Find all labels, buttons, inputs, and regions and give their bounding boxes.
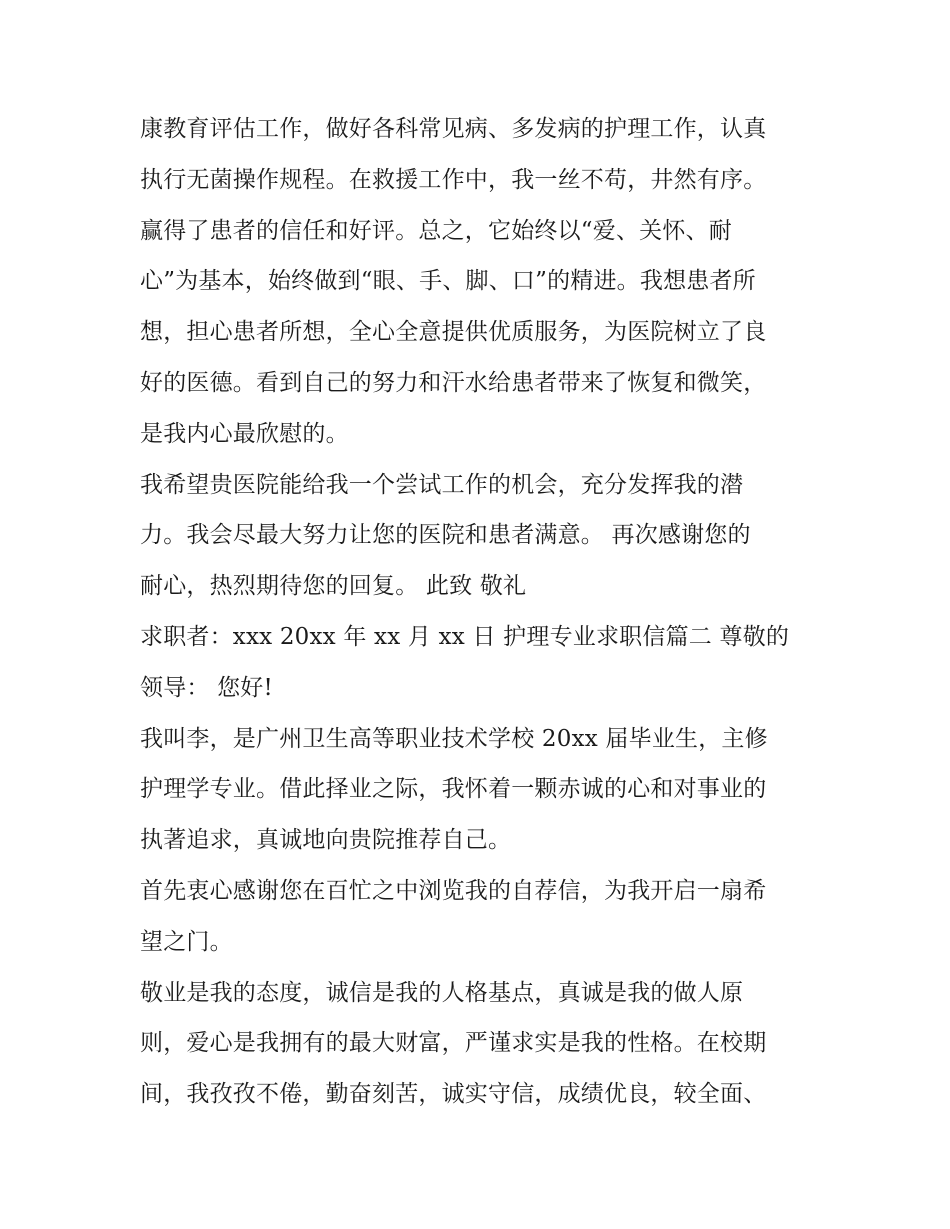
text-line: 敬业是我的态度，诚信是我的人格基点，真诚是我的做人原 [140,979,744,1006]
text-line: 护理学专业。借此择业之际，我怀着一颗赤诚的心和对事业的 [140,776,767,803]
text-line: 执著追求，真诚地向贵院推荐自己。 [140,827,512,854]
text-line: 心”为基本，始终做到“眼、手、脚、口”的精进。我想患者所 [140,268,756,295]
text-line: 我希望贵医院能给我一个尝试工作的机会，充分发挥我的潜 [140,471,744,498]
text-line: 好的医德。看到自己的努力和汗水给患者带来了恢复和微笑， [140,369,767,396]
text-line: 我叫李，是广州卫生高等职业技术学校 20xx 届毕业生，主修 [140,725,768,752]
text-line: 则，爱心是我拥有的最大财富，严谨求实是我的性格。在校期 [140,1030,767,1057]
text-line: 望之门。 [140,928,233,955]
text-line: 康教育评估工作，做好各科常见病、多发病的护理工作，认真 [140,116,767,142]
text-line: 力。我会尽最大努力让您的医院和患者满意。 再次感谢您的 [140,522,751,549]
body-text [140,104,830,1120]
text-line: 赢得了患者的信任和好评。总之，它始终以“爱、关怀、耐 [140,217,732,244]
text-line: 执行无菌操作规程。在救援工作中，我一丝不苟，井然有序。 [140,166,767,193]
text-line: 求职者：xxx 20xx 年 xx 月 xx 日 护理专业求职信篇二 尊敬的 [140,623,790,650]
text-line: 间，我孜孜不倦，勤奋刻苦，诚实守信，成绩优良，较全面、 [140,1081,767,1108]
text-line: 领导： 您好! [140,674,273,701]
text-line: 首先衷心感谢您在百忙之中浏览我的自荐信，为我开启一扇希 [140,877,767,904]
text-line: 想，担心患者所想，全心全意提供优质服务，为医院树立了良 [140,319,767,346]
text-line: 耐心，热烈期待您的回复。 此致 敬礼 [140,573,527,600]
text-line: 是我内心最欣慰的。 [140,420,349,447]
